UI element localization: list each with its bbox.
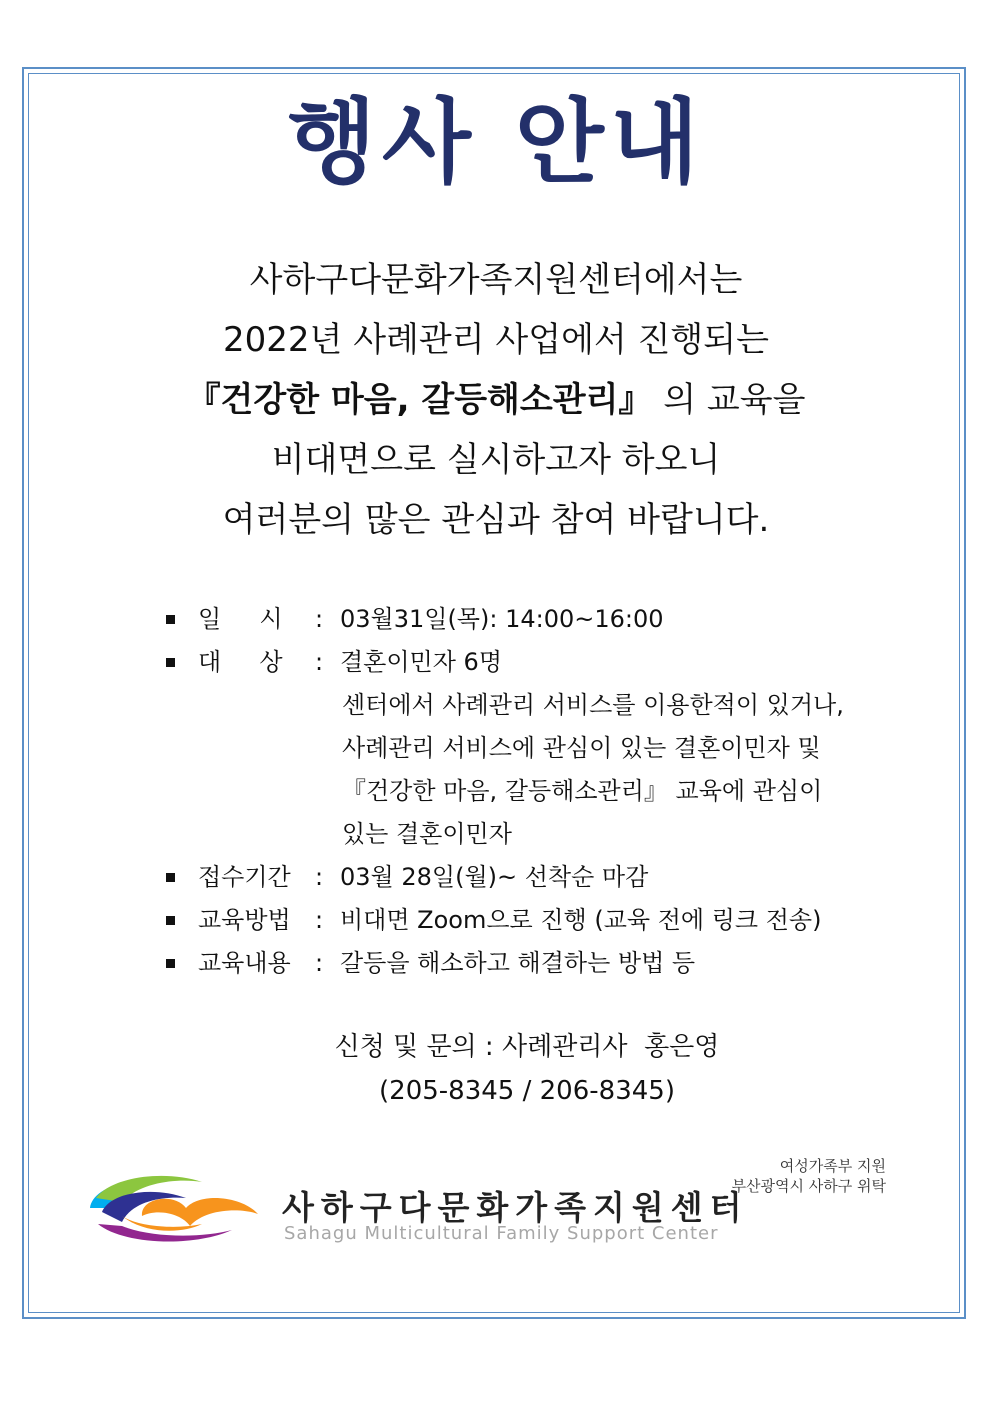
detail-row-period (160, 856, 960, 899)
heart-swirl-logo-icon (82, 1168, 270, 1246)
detail-value: 03월31일(목): 14:00~16:00 (340, 605, 664, 633)
org-name: 사하구다문화가족지원센터 (282, 1188, 749, 1227)
detail-value: 비대면 Zoom으로 진행 (교육 전에 링크 전송) (340, 906, 822, 934)
detail-row-content (160, 942, 960, 985)
detail-label: 대 상 (198, 648, 283, 676)
detail-row-target-desc (160, 727, 960, 770)
detail-colon: : (315, 648, 324, 676)
contact-phone: (205-8345 / 206-8345) (379, 1076, 675, 1106)
intro-paragraph (0, 250, 992, 550)
target-desc-line: 사례관리 서비스에 관심이 있는 결혼이민자 및 (342, 734, 821, 762)
intro-line-4: 비대면으로 실시하고자 하오니 (271, 440, 721, 480)
detail-row-target-desc (160, 684, 960, 727)
detail-value: 결혼이민자 6명 (340, 648, 503, 676)
detail-value: 03월 28일(월)~ 선착순 마감 (340, 863, 649, 891)
detail-label: 일 시 (198, 605, 283, 633)
bullet-icon (166, 658, 175, 667)
detail-value: 갈등을 해소하고 해결하는 방법 등 (340, 949, 696, 977)
detail-colon: : (315, 949, 324, 977)
detail-label: 접수기간 (198, 863, 291, 891)
bullet-icon (166, 916, 175, 925)
detail-row-method (160, 899, 960, 942)
detail-row-date (160, 598, 960, 641)
detail-row-target-desc (160, 770, 960, 813)
event-details (160, 598, 960, 985)
intro-line-1: 사하구다문화가족지원센터에서는 (249, 260, 743, 300)
support-city: 부산광역시 사하구 위탁 (731, 1177, 886, 1195)
notice-title: 행사 안내 (287, 89, 705, 196)
target-desc-line: 센터에서 사례관리 서비스를 이용한적이 있거나, (342, 691, 844, 719)
detail-label: 교육방법 (198, 906, 291, 934)
contact-info (0, 1025, 992, 1113)
detail-colon: : (315, 605, 324, 633)
intro-line-3 (0, 370, 992, 430)
target-desc-line: 『건강한 마음, 갈등해소관리』 교육에 관심이 (342, 777, 823, 805)
intro-line-2: 2022년 사례관리 사업에서 진행되는 (223, 320, 769, 360)
detail-label: 교육내용 (198, 949, 291, 977)
intro-program-name: 『건강한 마음, 갈등해소관리』 (186, 380, 653, 420)
detail-row-target (160, 641, 960, 684)
intro-line-5: 여러분의 많은 관심과 참여 바랍니다. (222, 500, 770, 540)
intro-program-suffix: 의 교육을 (652, 380, 806, 420)
bullet-icon (166, 615, 175, 624)
target-desc-line: 있는 결혼이민자 (342, 820, 512, 848)
org-name-english: Sahagu Multicultural Family Support Center (284, 1223, 719, 1244)
detail-colon: : (315, 906, 324, 934)
contact-line: 신청 및 문의 : 사례관리사 홍은영 (334, 1032, 720, 1062)
detail-row-target-desc (160, 813, 960, 856)
detail-colon: : (315, 863, 324, 891)
bullet-icon (166, 873, 175, 882)
logo-heart-orange (142, 1198, 258, 1226)
support-ministry: 여성가족부 지원 (779, 1157, 886, 1175)
bullet-icon (166, 959, 175, 968)
